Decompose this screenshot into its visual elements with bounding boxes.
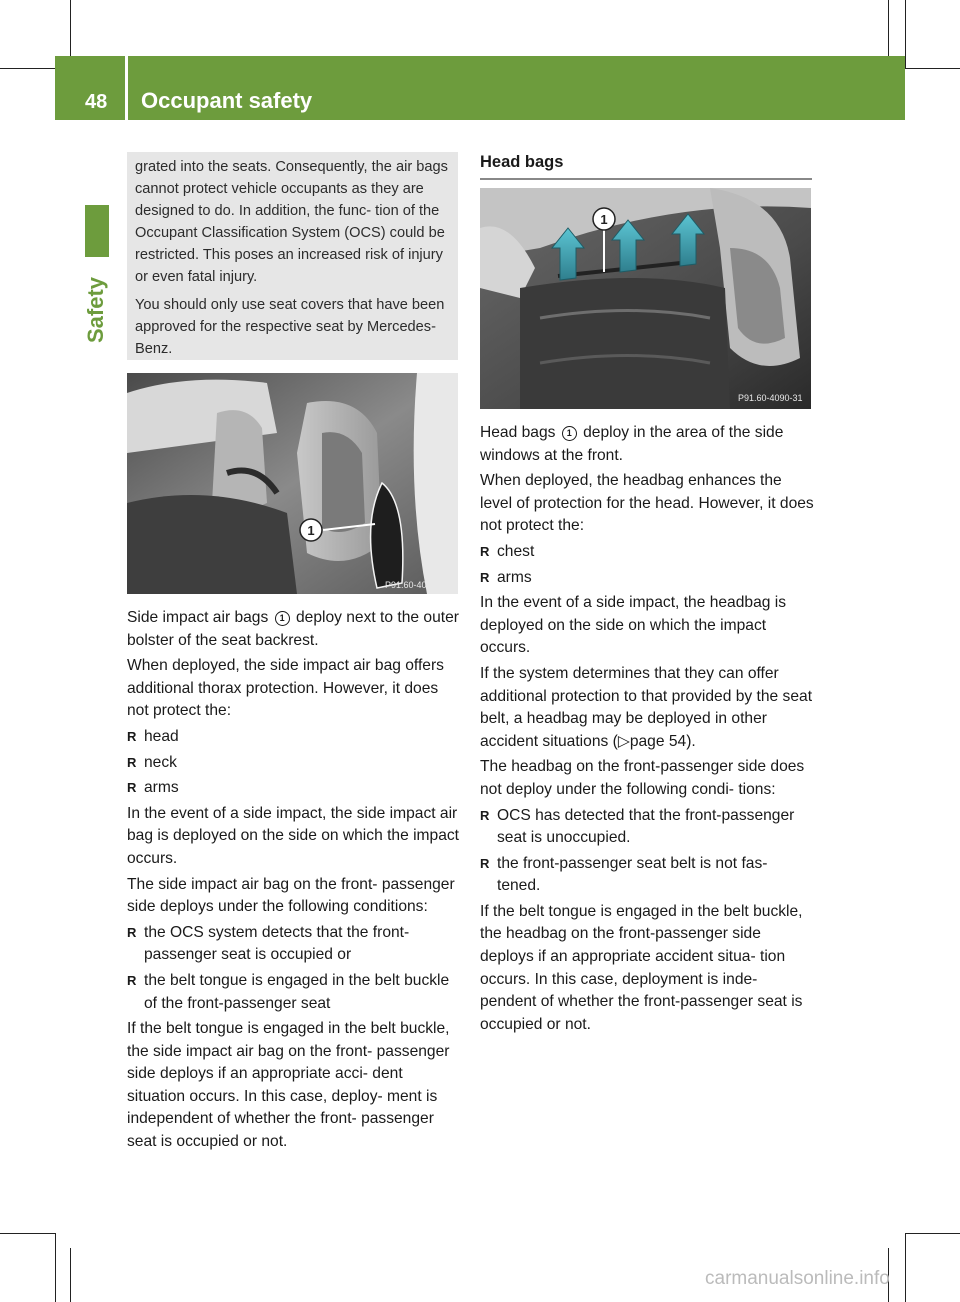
warning-paragraph: grated into the seats. Consequently, the air bags cannot protect vehicle occupants as they are designed to do. In addition, the func- tion of the Occupant Classification System (OCS) could be restricted. This poses an increased risk of injury or even fatal injury. <box>135 159 448 285</box>
text-span: Head bags <box>480 424 556 441</box>
list-item: R arms <box>127 777 461 800</box>
page-ref-arrow-icon: ▷ <box>617 732 630 750</box>
paragraph: In the event of a side impact, the side impact air bag is deployed on the side on which the impact occurs. <box>127 804 460 867</box>
crop-mark <box>55 1233 56 1302</box>
section-heading: Head bags <box>480 153 564 171</box>
left-column <box>127 607 461 1157</box>
text-span: deploy in the area of the side windows at the front. <box>480 424 784 464</box>
list-item: R the front-passenger seat belt is not fas- tened. <box>480 853 814 898</box>
text-span: deploy next to the outer bolster of the seat backrest. <box>127 609 459 649</box>
bullet-list <box>127 726 461 800</box>
text-span: If the system determines that they can offer additional protection to that provided by the seat belt, a headbag may be deployed in other accident situations ( <box>480 664 813 750</box>
paragraph: If the belt tongue is engaged in the belt buckle, the headbag on the front-passenger side deploys if an appropriate accident situa- tion occurs. In this case, deployment is inde- pendent of whether the front-passenger seat is occupied or not. <box>480 902 803 1033</box>
paragraph: If the belt tongue is engaged in the belt buckle, the side impact air bag on the front- passenger side deploys if an appropriate acci- dent situation occurs. In this case, deploy- ment is independent of whether the front- passenger seat is occupied or not. <box>127 1020 450 1151</box>
warning-box <box>127 152 458 360</box>
heading-rule <box>480 178 812 180</box>
paragraph: The headbag on the front-passenger side does not deploy under the following condi- tions: <box>480 758 805 798</box>
header-separator <box>125 56 128 120</box>
page-title: Occupant safety <box>141 88 313 113</box>
figure-callout: 1 <box>600 212 608 227</box>
paragraph <box>480 422 814 467</box>
list-item: R arms <box>480 567 814 590</box>
list-item: R chest <box>480 541 814 564</box>
crop-mark <box>905 0 906 68</box>
list-item: R OCS has detected that the front-passenger seat is unoccupied. <box>480 805 814 850</box>
figure-code: P91.60-4062-31 <box>385 580 450 590</box>
figure-callout: 1 <box>307 523 315 538</box>
text-span: ). <box>686 732 696 750</box>
watermark: carmanualsonline.info <box>705 1268 890 1289</box>
figure-code: P91.60-4090-31 <box>738 393 803 403</box>
list-item: R head <box>127 726 461 749</box>
crop-mark <box>905 68 960 69</box>
page-number: 48 <box>85 91 108 113</box>
paragraph: When deployed, the headbag enhances the level of protection for the head. However, it does not protect the: <box>480 472 814 535</box>
crop-mark <box>70 1248 71 1302</box>
warning-paragraph: You should only use seat covers that have been approved for the respective seat by Mercedes-Benz. <box>135 297 445 357</box>
callout-marker: 1 <box>275 611 290 626</box>
bullet-list <box>127 922 461 1015</box>
text-span: Side impact air bags <box>127 609 269 626</box>
right-column <box>480 422 814 1039</box>
paragraph: When deployed, the side impact air bag offers additional thorax protection. However, it does not protect the: <box>127 657 444 720</box>
head-bag-photo <box>480 188 811 409</box>
page-reference-link[interactable]: page 54 <box>629 732 687 750</box>
side-airbag-photo <box>127 373 458 594</box>
list-item: R neck <box>127 752 461 775</box>
crop-mark <box>905 1233 960 1234</box>
bullet-list <box>480 541 814 589</box>
crop-mark <box>905 1233 906 1302</box>
paragraph <box>127 607 461 652</box>
list-item: R the belt tongue is engaged in the belt buckle of the front-passenger seat <box>127 970 461 1015</box>
side-airbag-illustration <box>127 373 458 594</box>
paragraph: In the event of a side impact, the headbag is deployed on the side on which the impact occurs. <box>480 594 787 657</box>
list-item: R the OCS system detects that the front- passenger seat is occupied or <box>127 922 461 967</box>
side-tab-label: Safety <box>83 276 108 343</box>
side-tab-marker <box>85 205 109 257</box>
paragraph <box>480 663 814 753</box>
bullet-list <box>480 805 814 898</box>
callout-marker: 1 <box>562 426 577 441</box>
paragraph: The side impact air bag on the front- passenger side deploys under the following conditions: <box>127 875 455 916</box>
head-bag-illustration <box>480 188 811 409</box>
crop-mark <box>0 1233 55 1234</box>
